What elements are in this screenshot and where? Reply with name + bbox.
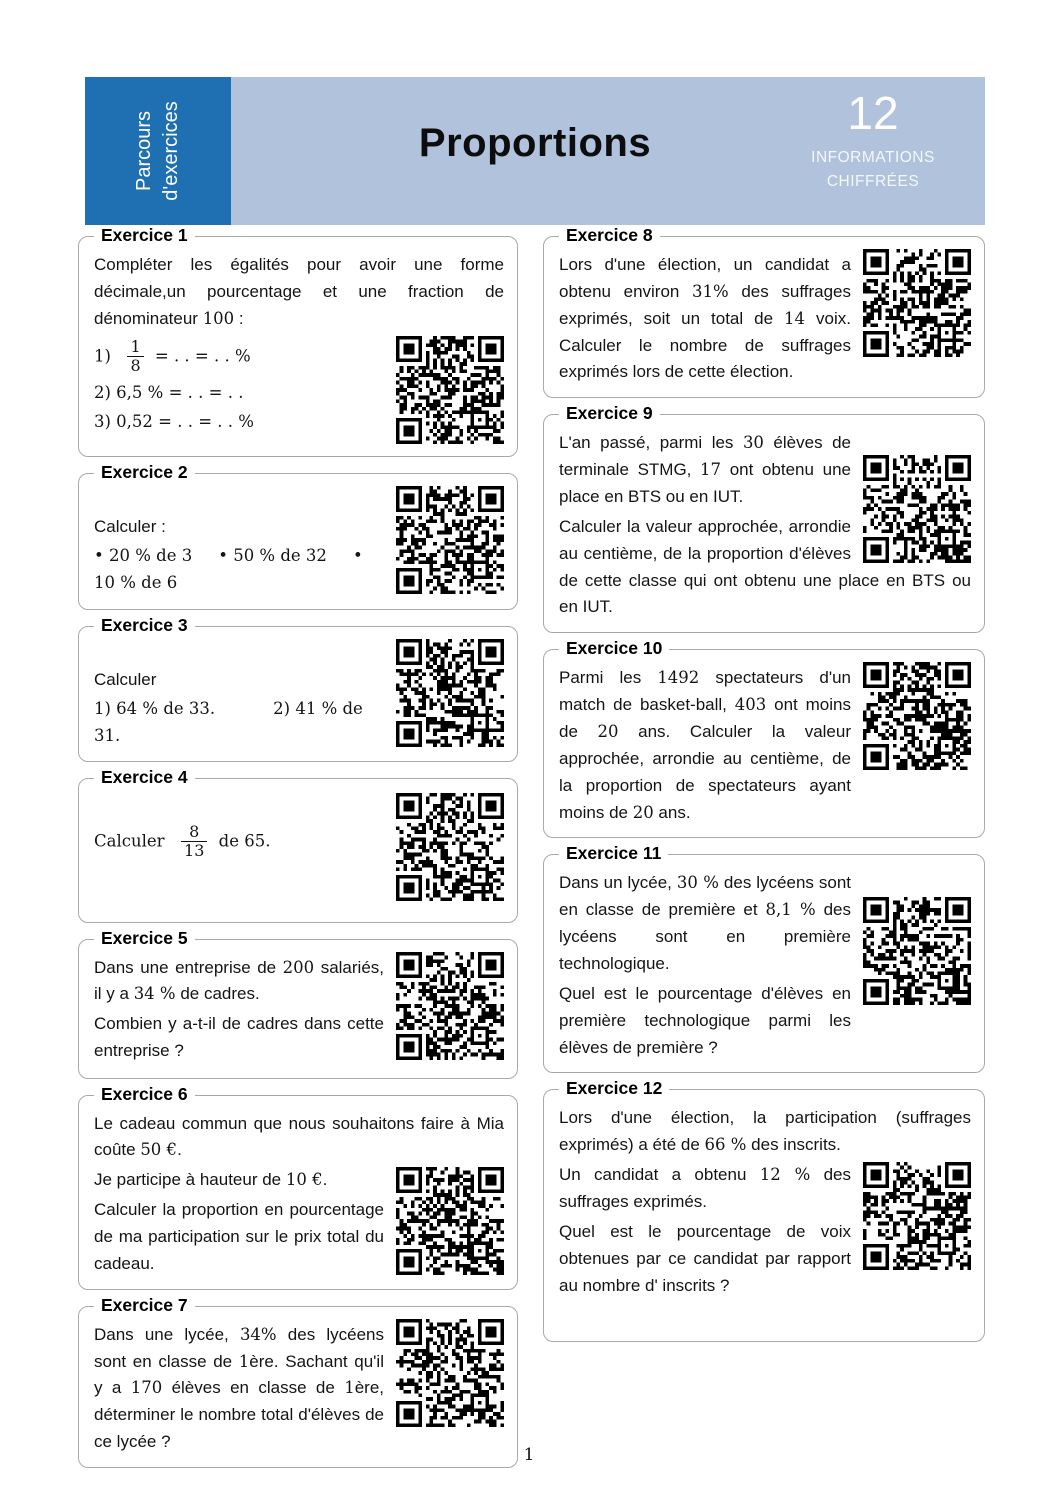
exercise-text: Je participe à hauteur de 10 €. — [94, 1170, 328, 1190]
exercise-box — [543, 403, 985, 633]
exercise-title: Exercice 2 — [94, 462, 195, 483]
math-number: 34% — [239, 1324, 277, 1344]
exercise-box — [78, 461, 518, 610]
chapter-label-line2: CHIFFRÉES — [826, 172, 920, 190]
exercise-math: 2) 6,5 % = . . = . . — [94, 383, 244, 403]
exercise-title: Exercice 3 — [94, 615, 195, 636]
exercise-text: Quel est le pourcentage d'élèves en première technologique parmi les élèves de première ? — [559, 983, 851, 1057]
exercise-box — [78, 766, 518, 923]
exercise-title: Exercice 11 — [559, 843, 668, 864]
qr-code-image — [863, 662, 971, 770]
math-number: 50 € — [140, 1140, 178, 1160]
list-item: • 10 % de 6 — [94, 546, 363, 592]
exercise-box — [78, 927, 518, 1079]
math-number: 8,1 % — [765, 900, 816, 920]
math-number: 66 % — [704, 1135, 747, 1155]
exercise-title: Exercice 12 — [559, 1078, 669, 1099]
exercise-text: Parmi les 1492 spectateurs d'un match de basket-ball, 403 ont moins de 20 ans. Calculer la valeur approchée, arrondie au centième, de la proportion de spectateurs ayant moins de 20 ans. — [559, 668, 851, 822]
exercise-text: Quel est le pourcentage de voix obtenues par ce candidat par rapport au nombre d' inscrits ? — [559, 1221, 851, 1295]
list-item: 2) 41 % de 31. — [94, 699, 363, 745]
math-number: 1492 — [657, 668, 700, 688]
math-number: 1 — [344, 1378, 355, 1398]
qr-code-image — [396, 952, 504, 1060]
exercise-text: Le cadeau commun que nous souhaitons faire à Mia coûte 50 €. — [94, 1113, 504, 1160]
qr-code-image — [863, 1162, 971, 1270]
exercise-box — [78, 614, 518, 762]
exercise-title: Exercice 6 — [94, 1084, 195, 1105]
fraction-numerator: 8 — [189, 821, 200, 841]
exercise-box — [78, 225, 518, 457]
qr-code — [863, 249, 971, 357]
math-number: 170 — [130, 1378, 163, 1398]
chapter-label-line1: INFORMATIONS — [811, 149, 935, 167]
math-number: 17 — [700, 460, 722, 480]
exercise-title: Exercice 4 — [94, 767, 195, 788]
math-number: 12 % — [759, 1165, 811, 1185]
exercise-text: Calculer : — [94, 516, 166, 536]
exercise-box — [543, 843, 985, 1073]
math-number: 20 — [597, 722, 619, 742]
page-number: 1 — [523, 1445, 535, 1465]
exercise-text: Dans un lycée, 30 % des lycéens sont en classe de première et 8,1 % des lycéens sont en première technologique. — [559, 873, 851, 974]
qr-code — [396, 336, 504, 444]
exercise-text: Calculer — [94, 669, 157, 689]
fraction-numerator: 1 — [130, 336, 141, 356]
exercise-box — [543, 638, 985, 838]
exercise-title: Exercice 9 — [559, 403, 660, 424]
list-item: 1) 64 % de 33. — [94, 699, 216, 719]
qr-code-image — [396, 1319, 504, 1427]
chapter-header — [85, 77, 985, 225]
exercise-math: 3) 0,52 = . . = . . % — [94, 412, 254, 432]
math-number: 10 € — [285, 1170, 323, 1190]
qr-code — [863, 455, 971, 563]
qr-code-image — [863, 897, 971, 1005]
qr-code-image — [863, 455, 971, 563]
exercise-text: Dans une lycée, 34% des lycéens sont en classe de 1ère. Sachant qu'il y a 170 élèves en classe de 1ère, déterminer le nombre total d'élèves de ce lycée ? — [94, 1324, 384, 1452]
qr-code — [396, 1319, 504, 1427]
qr-code-image — [396, 486, 504, 594]
math-number: 403 — [734, 695, 767, 715]
qr-code — [863, 1162, 971, 1270]
qr-code — [863, 897, 971, 1005]
exercise-title: Exercice 10 — [559, 638, 669, 659]
exercise-text: Un candidat a obtenu 12 % des suffrages exprimés. — [559, 1165, 851, 1212]
qr-code-image — [396, 336, 504, 444]
exercise-title: Exercice 5 — [94, 928, 195, 949]
qr-code — [396, 793, 504, 901]
exercise-box — [78, 1083, 518, 1290]
math-number: 30 — [742, 433, 764, 453]
exercise-text: Calculer la proportion en pourcentage de ma participation sur le prix total du cadeau. — [94, 1200, 384, 1273]
fraction-denominator: 13 — [181, 841, 207, 860]
list-item: • 50 % de 32 — [218, 546, 327, 566]
chapter-label — [773, 146, 973, 193]
left-column — [78, 225, 518, 1484]
exercise-title: Exercice 1 — [94, 225, 195, 246]
exercise-math: Calculer $\frac{8}{13}$ de 65. — [94, 821, 271, 860]
qr-code-image — [396, 1167, 504, 1275]
qr-code-image — [396, 639, 504, 747]
math-number: 200 — [282, 957, 315, 977]
exercise-box — [78, 1294, 518, 1468]
right-column — [543, 225, 985, 1358]
qr-code — [863, 662, 971, 770]
chapter-number: 12 — [847, 87, 899, 139]
exercise-text: Lors d'une élection, un candidat a obtenu environ 31% des suffrages exprimés, soit un total de 14 voix. Calculer le nombre de suffrages exprimés lors de cette élection. — [559, 255, 851, 382]
exercise-text: Lors d'une élection, la participation (suffrages exprimés) a été de 66 % des inscrits. — [559, 1108, 971, 1155]
math-number: 14 — [784, 308, 806, 328]
math-number: 30 % — [676, 873, 719, 893]
math-number: 31% — [692, 281, 729, 301]
fraction-denominator: 8 — [127, 356, 143, 375]
sidebar-line-1: Parcours — [133, 110, 155, 192]
sidebar-line-2: d'exercices — [160, 101, 182, 201]
qr-code — [396, 1167, 504, 1275]
exercise-text: Dans une entreprise de 200 salariés, il y a 34 % de cadres. — [94, 957, 384, 1004]
qr-code — [396, 639, 504, 747]
list-item: • 20 % de 3 — [94, 546, 193, 566]
math-number: 100 — [202, 308, 235, 328]
exercise-text: Compléter les égalités pour avoir une forme décimale,un pourcentage et une fraction de dénominateur 100 : — [94, 255, 504, 328]
exercise-text: L'an passé, parmi les 30 élèves de terminale STMG, 17 ont obtenu une place en BTS ou en IUT. — [559, 433, 851, 507]
math-number: 1 — [238, 1351, 250, 1371]
math-number: 20 — [632, 802, 654, 822]
qr-code — [396, 952, 504, 1060]
exercise-box — [543, 1078, 985, 1342]
exercise-math: 1) $\frac{1}{8}$ = . . = . . % — [94, 336, 251, 375]
fraction — [181, 823, 207, 861]
qr-code-image — [396, 793, 504, 901]
qr-code-image — [863, 249, 971, 357]
chapter-info — [773, 89, 973, 193]
fraction — [127, 338, 143, 376]
qr-code — [396, 486, 504, 594]
math-number: 34 % — [133, 984, 176, 1004]
exercise-title: Exercice 8 — [559, 225, 660, 246]
exercise-title: Exercice 7 — [94, 1295, 195, 1316]
exercise-text: Combien y a-t-il de cadres dans cette entreprise ? — [94, 1014, 384, 1061]
exercise-box — [543, 225, 985, 398]
page-title: Proportions — [418, 121, 652, 165]
exercise-text: Calculer la valeur approchée, arrondie au centième, de la proportion d'élèves de cette classe qui ont obtenu une place en BTS ou en IUT. — [559, 516, 971, 617]
